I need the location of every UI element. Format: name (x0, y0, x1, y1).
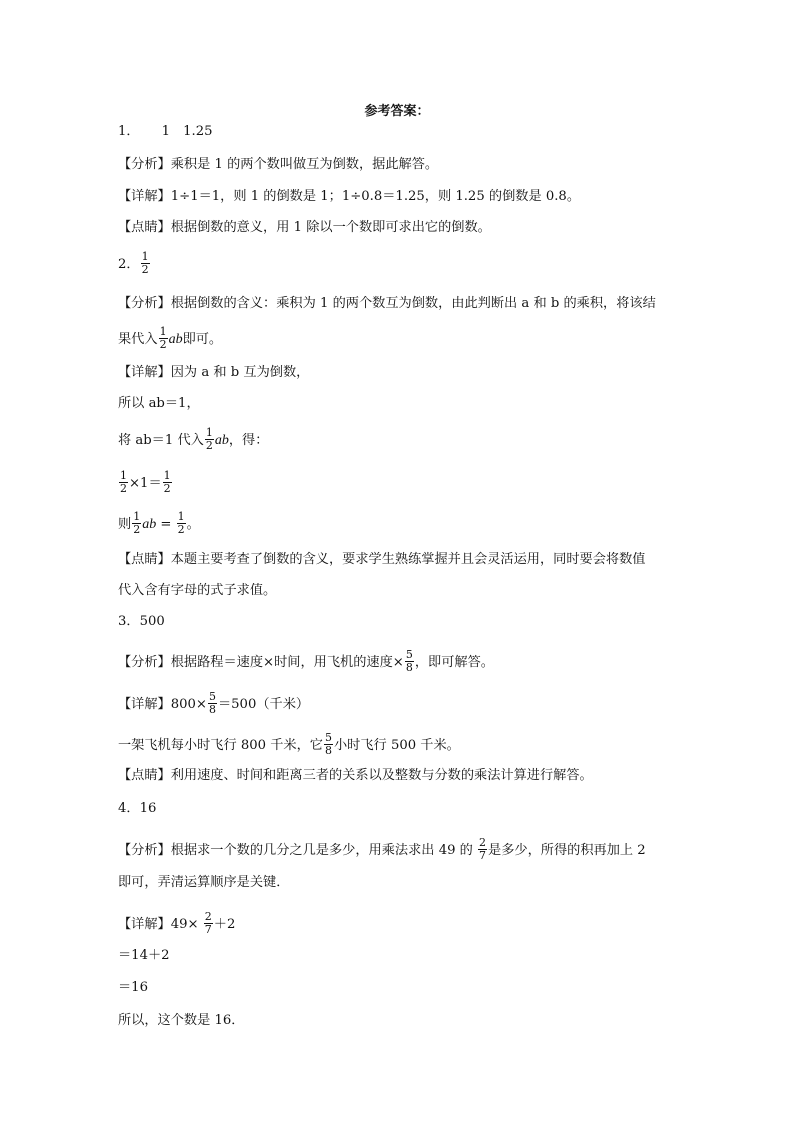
q3-detail: 【详解】800× $\frac{5}{8}$ ＝500（千米） (118, 690, 310, 716)
fraction-half: $\frac{1}{2}$ (120, 469, 127, 495)
q3-explanation: 一架飞机每小时飞行 800 千米，它 $\frac{5}{8}$ 小时飞行 500 千米。 (118, 731, 460, 757)
q2-comment-line1: 【点睛】本题主要考查了倒数的含义，要求学生熟练掌握并且会灵活运用，同时要会将数值 (118, 552, 646, 567)
q4-answer-line: 4．16 (118, 801, 157, 816)
q2-detail-line3: 将 ab＝1 代入 $\frac{1}{2}$ ab，得： (118, 426, 269, 452)
q1-answer-line (118, 123, 213, 141)
q1-answers: 1 1.25 (161, 124, 213, 139)
q4-step-2: ＝16 (118, 980, 148, 995)
q2-calc-line: $\frac{1}{2}$ ×1＝ $\frac{1}{2}$ (120, 469, 171, 495)
q3-analysis: 【分析】根据路程＝速度×时间，用飞机的速度× $\frac{5}{8}$ ，即可解答。 (118, 648, 494, 674)
fraction-half: $\frac{1}{2}$ (205, 426, 213, 452)
fraction-five-eighths: $\frac{5}{8}$ (325, 731, 332, 757)
fraction-half: $\frac{1}{2}$ (159, 325, 167, 351)
q2-detail-line1: 【详解】因为 a 和 b 互为倒数， (118, 365, 310, 380)
q3-comment: 【点睛】利用速度、时间和距离三者的关系以及整数与分数的乘法计算进行解答。 (118, 768, 593, 783)
fraction-two-sevenths: $\frac{2}{7}$ (479, 836, 487, 862)
fraction-two-sevenths: $\frac{2}{7}$ (204, 910, 212, 936)
q2-comment-line2: 代入含有字母的式子求值。 (118, 583, 277, 598)
q1-comment: 【点睛】根据倒数的意义，用 1 除以一个数即可求出它的倒数。 (118, 220, 491, 235)
q2-analysis-line1: 【分析】根据倒数的含义：乘积为 1 的两个数互为倒数，由此判断出 a 和 b 的乘积，将该结 (118, 296, 656, 311)
q1-number: 1． (118, 124, 140, 139)
fraction-five-eighths: $\frac{5}{8}$ (208, 690, 216, 716)
q2-analysis-line2: 果代入 $\frac{1}{2}$ ab即可。 (118, 325, 223, 351)
fraction-half: $\frac{1}{2}$ (177, 510, 185, 536)
fraction-five-eighths: $\frac{5}{8}$ (405, 648, 413, 674)
q2-answer-fraction: $\frac{1}{2}$ (141, 250, 149, 276)
q2-result-line: 则 $\frac{1}{2}$ ab = $\frac{1}{2}$ 。 (118, 510, 200, 536)
fraction-half: $\frac{1}{2}$ (133, 510, 141, 536)
q4-step-1: ＝14＋2 (118, 948, 170, 963)
q3-answer-line: 3．500 (118, 614, 165, 629)
q2-detail-line2: 所以 ab＝1， (118, 396, 200, 411)
q1-detail: 【详解】1÷1＝1，则 1 的倒数是 1；1÷0.8＝1.25，则 1.25 的倒数是 0.8。 (118, 189, 581, 204)
q4-analysis-line2: 即可，弄清运算顺序是关键． (118, 875, 290, 890)
q1-analysis: 【分析】乘积是 1 的两个数叫做互为倒数，据此解答。 (118, 157, 439, 172)
q2-answer-line (118, 252, 151, 277)
fraction-half: $\frac{1}{2}$ (163, 469, 171, 495)
q4-analysis-line1: 【分析】根据求一个数的几分之几是多少，用乘法求出 49 的 $\frac{2}{7}$ 是多少，所得的积再加上 2 (118, 836, 646, 862)
q4-conclusion: 所以，这个数是 16． (118, 1013, 245, 1028)
page-title: 参考答案： (364, 104, 430, 119)
q2-number: 2． (118, 257, 140, 272)
q4-detail: 【详解】49× $\frac{2}{7}$ ＋2 (118, 910, 236, 936)
